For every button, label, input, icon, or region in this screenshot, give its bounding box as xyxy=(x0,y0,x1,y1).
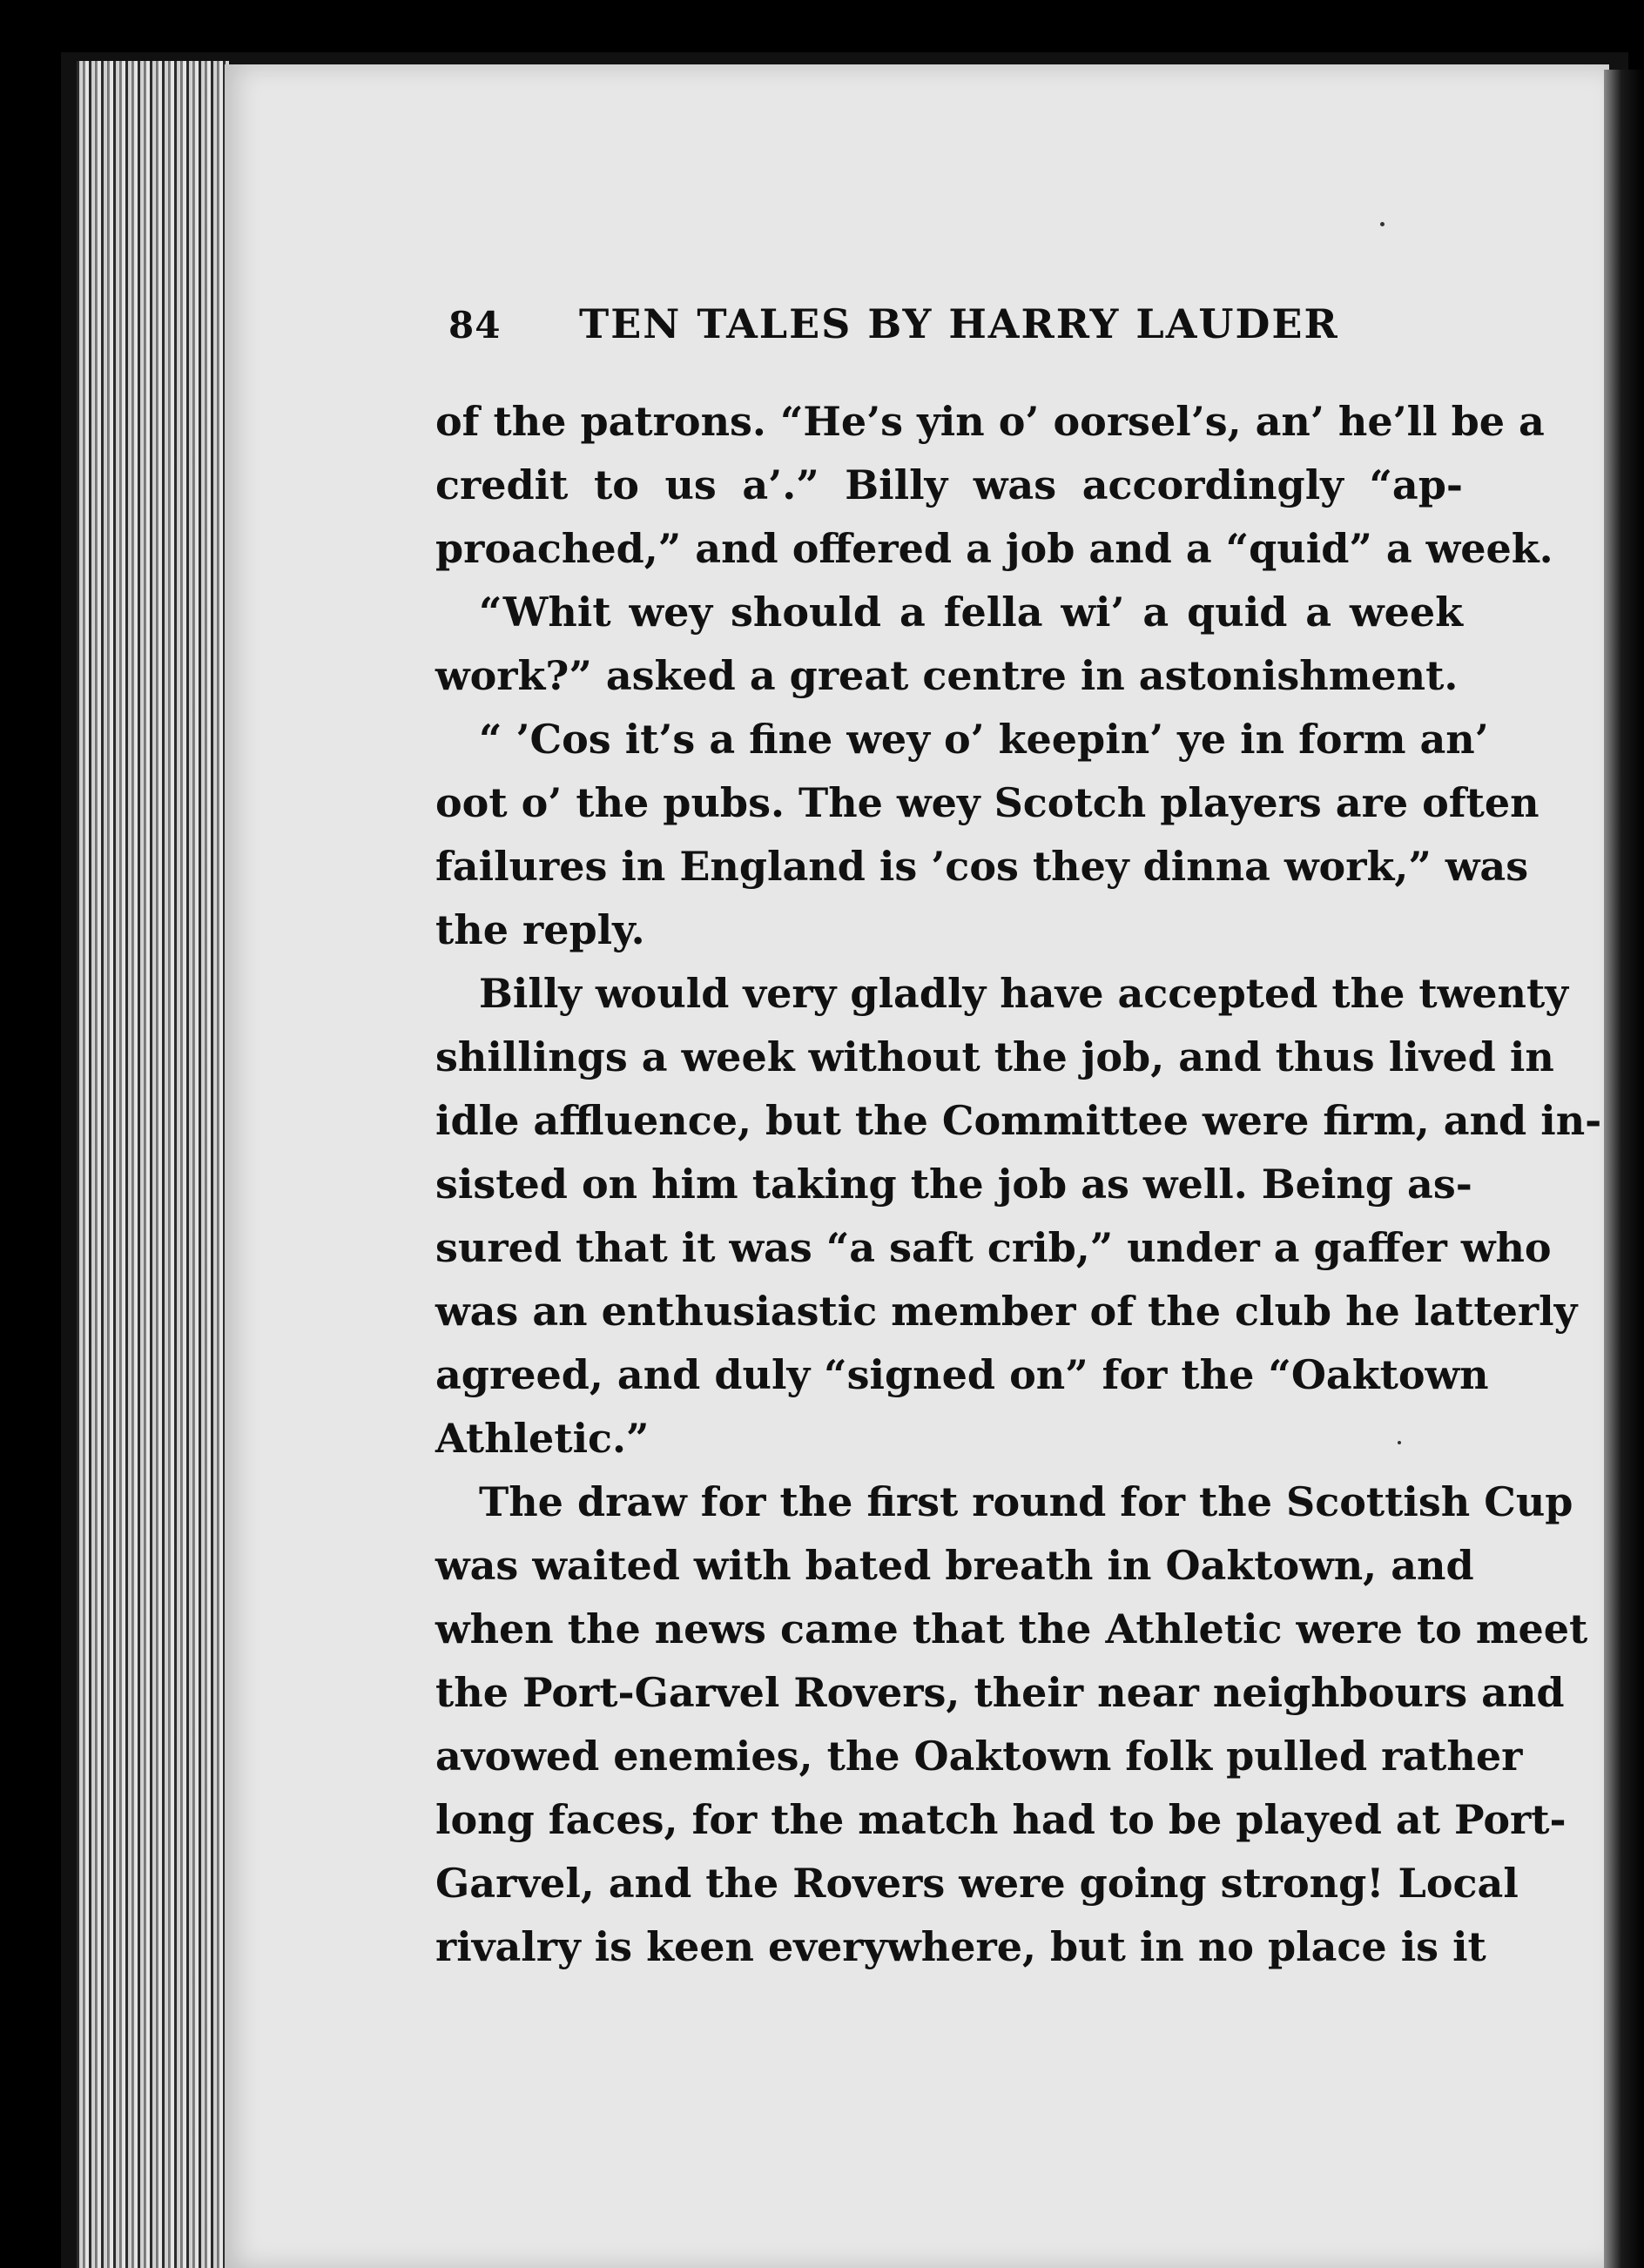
page-header xyxy=(448,300,1345,361)
text-line: rivalry is keen everywhere, but in no place is it xyxy=(435,1923,1486,1970)
body-text xyxy=(435,390,1602,1979)
text-line: Athletic.” xyxy=(435,1415,650,1462)
text-line: shillings a week without the job, and thus lived in xyxy=(435,1033,1554,1080)
text-line: avowed enemies, the Oaktown folk pulled rather xyxy=(435,1733,1523,1780)
text-line: proached,” and offered a job and a “quid” a week. xyxy=(435,525,1553,572)
text-line: idle affluence, but the Committee were firm, and in- xyxy=(435,1097,1602,1144)
page-number: 84 xyxy=(448,304,502,347)
paragraph xyxy=(435,581,1463,708)
text-line: failures in England is ’cos they dinna work,” was xyxy=(435,843,1529,890)
text-line: agreed, and duly “signed on” for the “Oaktown xyxy=(435,1351,1489,1398)
paragraph xyxy=(435,1470,1588,1979)
dust-speck xyxy=(1380,222,1385,226)
text-line: “ ’Cos it’s a fine wey o’ keepin’ ye in form an’ xyxy=(479,716,1489,763)
text-line: work?” asked a great centre in astonishment. xyxy=(435,652,1459,699)
paragraph xyxy=(435,708,1540,962)
text-line: Garvel, and the Rovers were going strong! Local xyxy=(435,1860,1519,1907)
text-line: sured that it was “a saft crib,” under a gaffer who xyxy=(435,1224,1552,1271)
text-line: long faces, for the match had to be played at Port- xyxy=(435,1796,1567,1843)
text-line: credit to us a’.” Billy was accordingly “ap- xyxy=(435,461,1463,508)
text-line: the reply. xyxy=(435,906,645,953)
text-line: the Port-Garvel Rovers, their near neighbours and xyxy=(435,1669,1565,1716)
text-line: was waited with bated breath in Oaktown, and xyxy=(435,1542,1474,1589)
page-right-edge xyxy=(1604,70,1644,2268)
page-edges xyxy=(77,61,229,2268)
paragraph xyxy=(435,390,1553,581)
text-line: sisted on him taking the job as well. Being as- xyxy=(435,1161,1472,1208)
running-head: TEN TALES BY HARRY LAUDER xyxy=(579,300,1339,347)
text-line: of the patrons. “He’s yin o’ oorsel’s, an’ he’ll be a xyxy=(435,398,1545,445)
text-line: when the news came that the Athletic were to meet xyxy=(435,1605,1588,1652)
text-line: “Whit wey should a fella wi’ a quid a week xyxy=(479,589,1463,636)
text-line: was an enthusiastic member of the club he latterly xyxy=(435,1288,1578,1335)
text-line: Billy would very gladly have accepted the twenty xyxy=(479,970,1568,1017)
paragraph xyxy=(435,962,1602,1470)
text-line: The draw for the first round for the Scottish Cup xyxy=(479,1478,1573,1525)
text-line: oot o’ the pubs. The wey Scotch players are often xyxy=(435,779,1540,826)
